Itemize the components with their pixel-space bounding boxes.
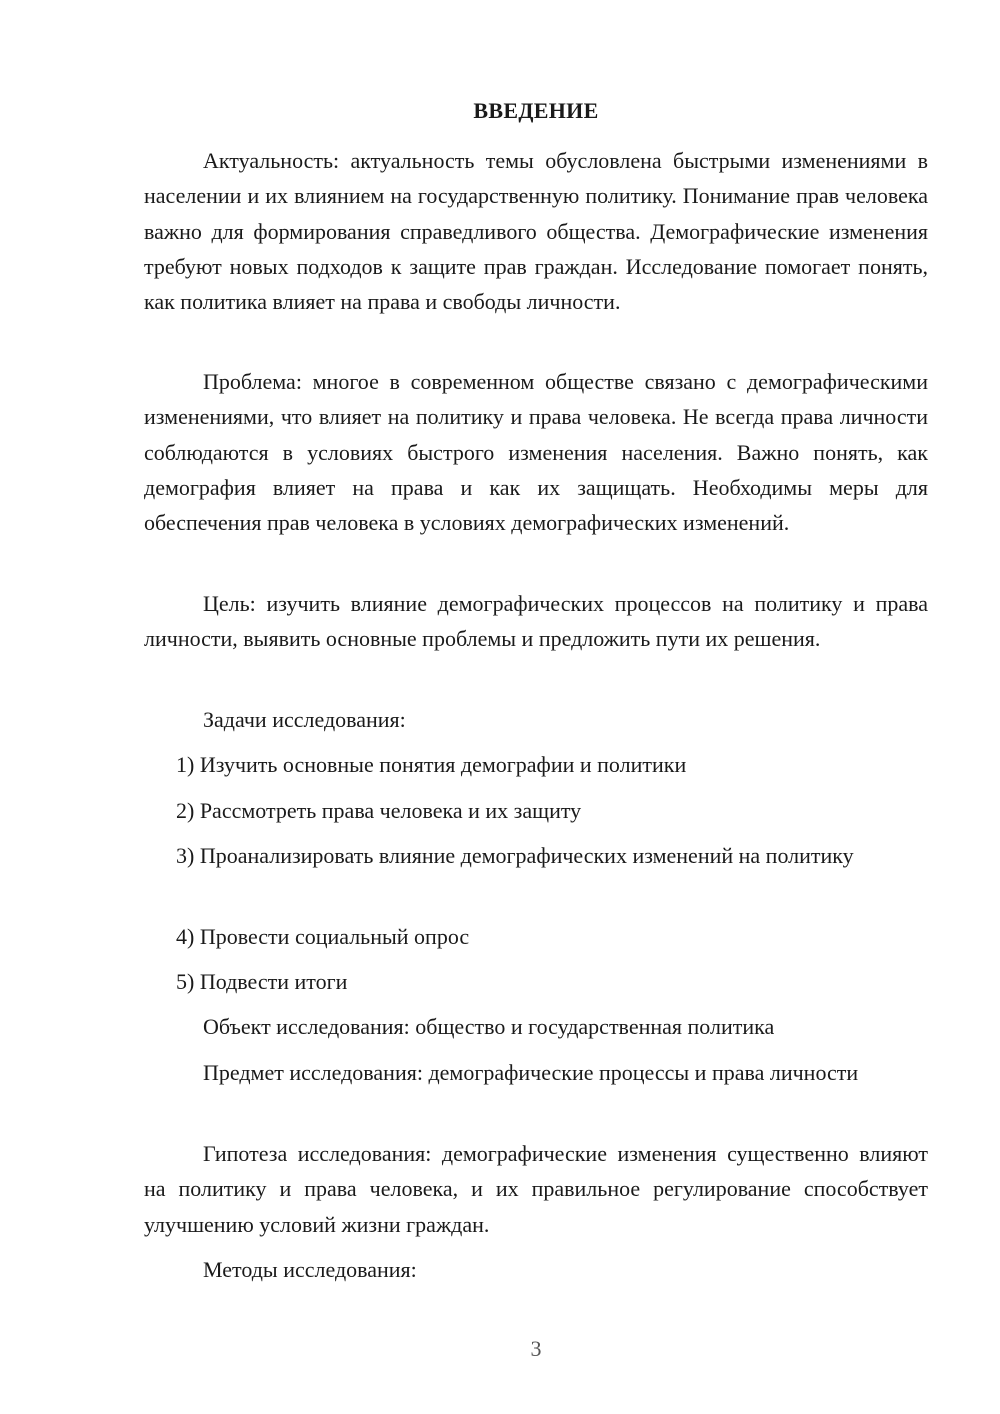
section-title: ВВЕДЕНИЕ bbox=[473, 98, 599, 123]
task-item-3: 3) Проанализировать влияние демографических изменений на политику bbox=[176, 843, 854, 868]
object-paragraph: Объект исследования: общество и государственная политика bbox=[203, 1014, 775, 1039]
tasks-heading: Задачи исследования: bbox=[203, 707, 406, 732]
methods-heading: Методы исследования: bbox=[203, 1257, 417, 1282]
document-page bbox=[144, 0, 928, 1414]
task-item-5: 5) Подвести итоги bbox=[176, 969, 348, 994]
problem-paragraph: Проблема: многое в современном обществе связано с демографическими изменениями, что влияет на политику и права человека. Не всегда права личности соблюдаются в условиях быстрого изменения населения. Важно понять, как демография влияет на права и как их защищать. Необходимы меры для обеспечения прав человека в условиях демографических изменений. bbox=[144, 369, 928, 536]
page-number: 3 bbox=[530, 1336, 542, 1361]
relevance-paragraph: Актуальность: актуальность темы обусловлена быстрыми изменениями в населении и их влиянием на государственную политику. Понимание прав человека важно для формирования справедливого общества. Демографические изменения требуют новых подходов к защите прав граждан. Исследование помогает понять, как политика влияет на права и свободы личности. bbox=[144, 148, 928, 315]
goal-paragraph: Цель: изучить влияние демографических процессов на политику и права личности, выявить основные проблемы и предложить пути их решения. bbox=[144, 591, 928, 652]
subject-paragraph: Предмет исследования: демографические процессы и права личности bbox=[203, 1060, 859, 1085]
task-item-2: 2) Рассмотреть права человека и их защиту bbox=[176, 798, 582, 823]
task-item-1: 1) Изучить основные понятия демографии и политики bbox=[176, 752, 687, 777]
hypothesis-paragraph: Гипотеза исследования: демографические изменения существенно влияют на политику и права человека, и их правильное регулирование способствует улучшению условий жизни граждан. bbox=[144, 1141, 928, 1237]
task-item-4: 4) Провести социальный опрос bbox=[176, 924, 470, 949]
